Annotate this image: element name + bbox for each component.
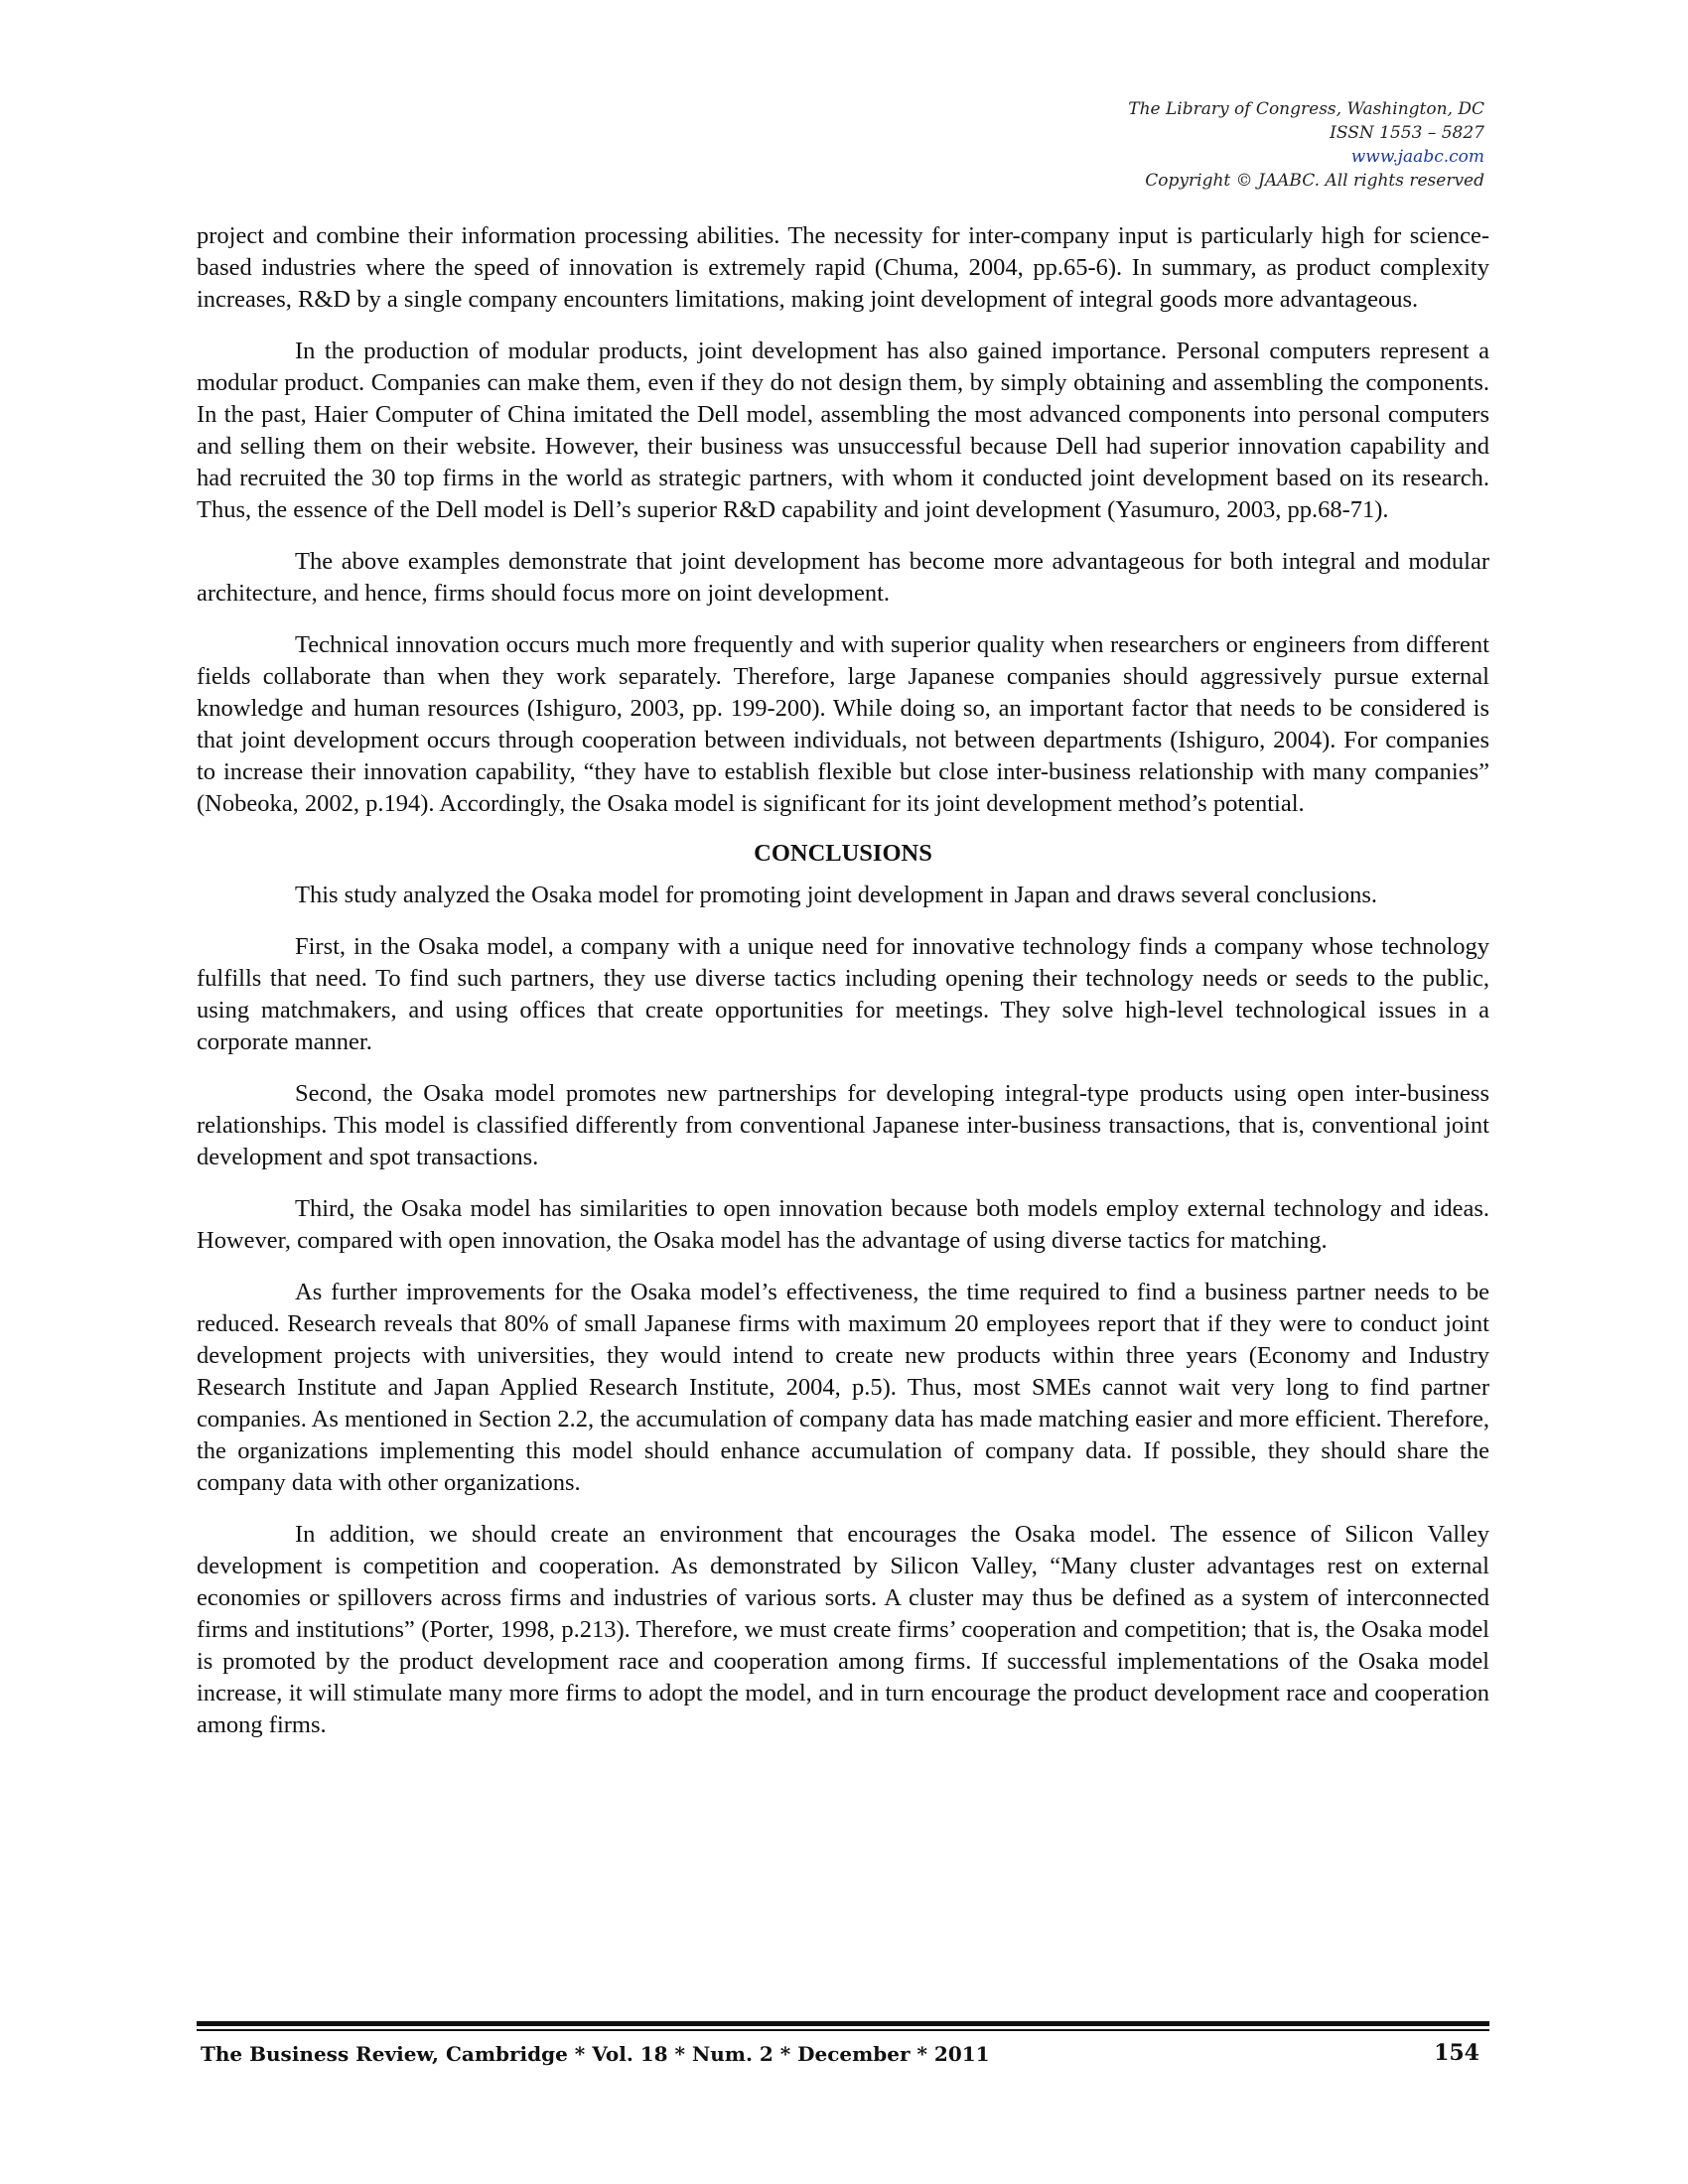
paragraph-1: project and combine their information processing abilities. The necessity for inter-company input is particularly high for science-based industries where the speed of innovation is extremely rapid (Chuma, 2004, pp.65-6). In summary, as product complexity increases, R&D by a single company encounters limitations, making joint development of integral goods more advantageous.	[197, 222, 1489, 313]
header-library: The Library of Congress, Washington, DC	[1128, 99, 1484, 119]
footer-page-number: 154	[1434, 2040, 1479, 2066]
journal-header	[889, 97, 1484, 193]
paragraph-2: In the production of modular products, joint development has also gained importance. Personal computers represent a modular product. Companies can make them, even if they do not design them, by simply obtaining and assembling the components. In the past, Haier Computer of China imitated the Dell model, assembling the most advanced components into personal computers and selling them on their website. However, their business was unsuccessful because Dell had superior innovation capability and had recruited the 30 top firms in the world as strategic partners, with whom it conducted joint development based on its research. Thus, the essence of the Dell model is Dell’s superior R&D capability and joint development (Yasumuro, 2003, pp.68-71).	[197, 338, 1489, 523]
footer-divider-thin	[197, 2029, 1489, 2031]
paragraph-8: Third, the Osaka model has similarities to open innovation because both models employ external technology and ideas. However, compared with open innovation, the Osaka model has the advantage of using diverse tactics for matching.	[197, 1195, 1489, 1254]
header-url-link[interactable]: www.jaabc.com	[1350, 147, 1484, 167]
paragraph-6: First, in the Osaka model, a company with a unique need for innovative technology finds a company whose technology fulfills that need. To find such partners, they use diverse tactics including opening their technology needs or seeds to the public, using matchmakers, and using offices that create opportunities for meetings. They solve high-level technological issues in a corporate manner.	[197, 933, 1489, 1055]
section-heading-conclusions: CONCLUSIONS	[754, 840, 932, 867]
paragraph-7: Second, the Osaka model promotes new partnerships for developing integral-type products using open inter-business relationships. This model is classified differently from conventional Japanese inter-business transactions, that is, conventional joint development and spot transactions.	[197, 1080, 1489, 1170]
paragraph-9: As further improvements for the Osaka model’s effectiveness, the time required to find a business partner needs to be reduced. Research reveals that 80% of small Japanese firms with maximum 20 employees report that if they were to conduct joint development projects with universities, they would intend to create new products within three years (Economy and Industry Research Institute and Japan Applied Research Institute, 2004, p.5). Thus, most SMEs cannot wait very long to find partner companies. As mentioned in Section 2.2, the accumulation of company data has made matching easier and more efficient. Therefore, the organizations implementing this model should enhance accumulation of company data. If possible, they should share the company data with other organizations.	[197, 1279, 1489, 1496]
paragraph-3: The above examples demonstrate that joint development has become more advantageous for both integral and modular architecture, and hence, firms should focus more on joint development.	[197, 548, 1489, 607]
header-issn: ISSN 1553 – 5827	[1330, 123, 1484, 143]
footer-journal-info: The Business Review, Cambridge * Vol. 18 * Num. 2 * December * 2011	[201, 2042, 990, 2066]
paragraph-5: This study analyzed the Osaka model for promoting joint development in Japan and draws several conclusions.	[295, 882, 1377, 908]
paragraph-10: In addition, we should create an environment that encourages the Osaka model. The essence of Silicon Valley development is competition and cooperation. As demonstrated by Silicon Valley, “Many cluster advantages rest on external economies or spillovers across firms and industries of various sorts. A cluster may thus be defined as a system of interconnected firms and institutions” (Porter, 1998, p.213). Therefore, we must create firms’ cooperation and competition; that is, the Osaka model is promoted by the product development race and cooperation among firms. If successful implementations of the Osaka model increase, it will stimulate many more firms to adopt the model, and in turn encourage the product development race and cooperation among firms.	[197, 1521, 1489, 1738]
footer-divider-thick	[197, 2021, 1489, 2026]
paragraph-4: Technical innovation occurs much more frequently and with superior quality when researchers or engineers from different fields collaborate than when they work separately. Therefore, large Japanese companies should aggressively pursue external knowledge and human resources (Ishiguro, 2003, pp. 199-200). While doing so, an important factor that needs to be considered is that joint development occurs through cooperation between individuals, not between departments (Ishiguro, 2004). For companies to increase their innovation capability, “they have to establish flexible but close inter-business relationship with many companies” (Nobeoka, 2002, p.194). Accordingly, the Osaka model is significant for its joint development method’s potential.	[197, 631, 1489, 817]
header-copyright: Copyright © JAABC. All rights reserved	[1145, 171, 1484, 191]
article-body	[197, 220, 1489, 1761]
